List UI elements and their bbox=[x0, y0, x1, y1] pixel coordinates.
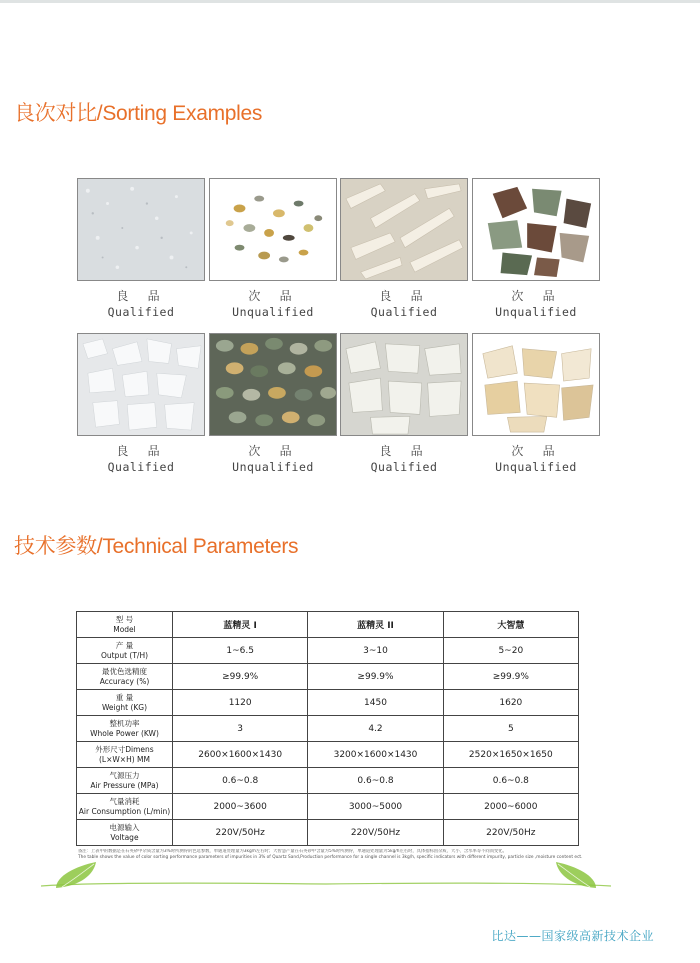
footer-slogan: 比达——国家级高新技术企业 bbox=[491, 929, 654, 943]
table-cell: 1~6.5 bbox=[173, 638, 308, 664]
sample-image-white-sand bbox=[77, 178, 205, 281]
table-cell: ≥99.9% bbox=[443, 664, 578, 690]
row-label: 外形尺寸Dimens (L×W×H) MM bbox=[77, 742, 173, 768]
row-label: 整机功率 Whole Power (KW) bbox=[77, 716, 173, 742]
header-model-cell: 型 号 Model bbox=[77, 612, 173, 638]
table-cell: 5 bbox=[443, 716, 578, 742]
table-row bbox=[77, 820, 579, 846]
sample-image-yellow-quartz bbox=[472, 333, 600, 436]
sample-image-mixed-gravel bbox=[209, 178, 337, 281]
sample-image-green-gravel bbox=[209, 333, 337, 436]
table-cell: 3000~5000 bbox=[308, 794, 443, 820]
table-cell: 1120 bbox=[173, 690, 308, 716]
table-cell: 0.6~0.8 bbox=[443, 768, 578, 794]
row-label: 气源压力 Air Pressure (MPa) bbox=[77, 768, 173, 794]
column-header: 蓝精灵 I bbox=[173, 612, 308, 638]
table-cell: 0.6~0.8 bbox=[173, 768, 308, 794]
table-cell: 0.6~0.8 bbox=[308, 768, 443, 794]
row-label: 气量消耗 Air Consumption (L/min) bbox=[77, 794, 173, 820]
caption-3: 良 品 Qualified bbox=[370, 289, 438, 319]
note-chinese: 备注：上表中的数据是在石英砂中杂质含量为3%时所测得的色选参数，单通道处理量为3kg/h左右时；大智慧产量在石英砂中含量为5%时所测得，单通道处理量为5kg/h左右时，具体指标因杂质、大小、含水率等不同而变化。 bbox=[78, 849, 507, 854]
sample-image-dark-rocks bbox=[472, 178, 600, 281]
row-label: 产 量 Output (T/H) bbox=[77, 638, 173, 664]
table-cell: 3200×1600×1430 bbox=[308, 742, 443, 768]
params-title: 技术参数/Technical Parameters bbox=[14, 535, 299, 558]
table-row bbox=[77, 716, 579, 742]
leaf-decoration bbox=[36, 858, 616, 894]
column-header: 蓝精灵 II bbox=[308, 612, 443, 638]
caption-4: 次 品 Unqualified bbox=[495, 289, 577, 319]
caption-8: 次 品 Unqualified bbox=[495, 444, 577, 474]
row-label: 电源输入 Voltage bbox=[77, 820, 173, 846]
table-cell: 2520×1650×1650 bbox=[443, 742, 578, 768]
table-row bbox=[77, 690, 579, 716]
caption-6: 次 品 Unqualified bbox=[232, 444, 314, 474]
table-cell: 2000~3600 bbox=[173, 794, 308, 820]
table-row bbox=[77, 794, 579, 820]
sample-image-white-flakes bbox=[340, 178, 468, 281]
sorting-title: 良次对比/Sorting Examples bbox=[14, 102, 263, 125]
table-header-row bbox=[77, 612, 579, 638]
table-cell: 1620 bbox=[443, 690, 578, 716]
table-row bbox=[77, 664, 579, 690]
table-cell: ≥99.9% bbox=[173, 664, 308, 690]
sample-image-white-crystals bbox=[77, 333, 205, 436]
table-cell: 220V/50Hz bbox=[308, 820, 443, 846]
top-border bbox=[0, 0, 700, 3]
table-row bbox=[77, 768, 579, 794]
table-row bbox=[77, 638, 579, 664]
caption-7: 良 品 Qualified bbox=[370, 444, 438, 474]
caption-5: 良 品 Qualified bbox=[107, 444, 175, 474]
caption-1: 良 品 Qualified bbox=[107, 289, 175, 319]
table-cell: 4.2 bbox=[308, 716, 443, 742]
table-cell: 1450 bbox=[308, 690, 443, 716]
table-cell: 3~10 bbox=[308, 638, 443, 664]
note-english: The table shows the value of color sorting performance parameters of impurities in 3% of Quartz Sand,Production performance for a single channel is 3kg/h, specific indicators with different impurity, particle size ,moisture content ect. bbox=[78, 854, 583, 860]
row-label: 最优色选精度 Accuracy (%) bbox=[77, 664, 173, 690]
parameters-table bbox=[76, 611, 579, 846]
table-cell: 220V/50Hz bbox=[443, 820, 578, 846]
table-cell: 3 bbox=[173, 716, 308, 742]
table-cell: 220V/50Hz bbox=[173, 820, 308, 846]
sample-image-white-quartz bbox=[340, 333, 468, 436]
table-cell: 2600×1600×1430 bbox=[173, 742, 308, 768]
column-header: 大智慧 bbox=[443, 612, 578, 638]
table-cell: 5~20 bbox=[443, 638, 578, 664]
table-cell: ≥99.9% bbox=[308, 664, 443, 690]
caption-2: 次 品 Unqualified bbox=[232, 289, 314, 319]
row-label: 重 量 Weight (KG) bbox=[77, 690, 173, 716]
table-cell: 2000~6000 bbox=[443, 794, 578, 820]
table-row bbox=[77, 742, 579, 768]
